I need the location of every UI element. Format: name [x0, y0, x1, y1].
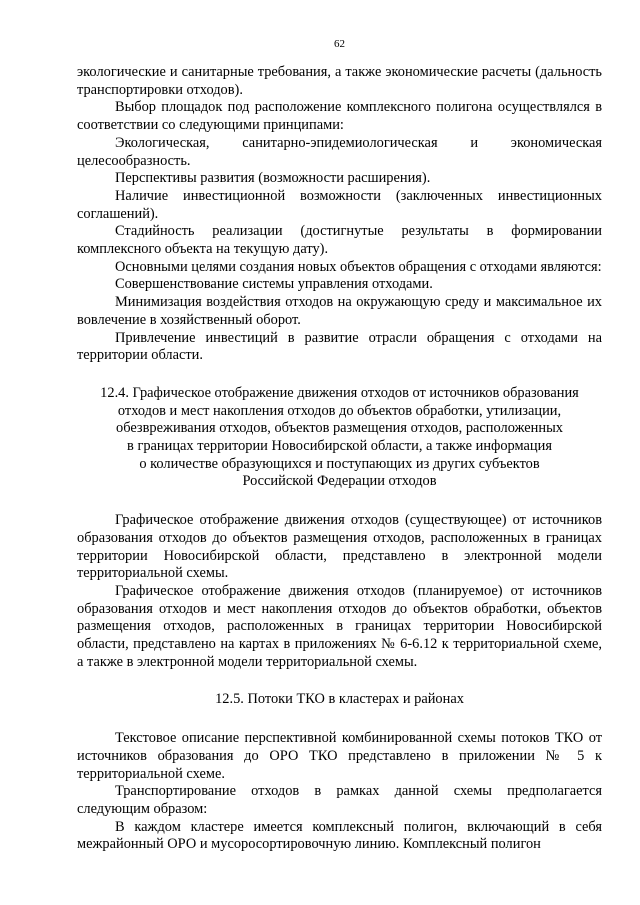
- intro-block: [77, 64, 602, 365]
- heading-line: отходов и мест накопления отходов до объектов обработки, утилизации,: [117, 402, 562, 419]
- page-number: 62: [334, 38, 345, 50]
- heading-line: 12.4. Графическое отображение движения отходов от источников образования: [100, 384, 579, 401]
- heading-line: в границах территории Новосибирской области, а также информация: [127, 438, 552, 455]
- section-12-5-body: [77, 730, 602, 854]
- paragraph: Выбор площадок под расположение комплексного полигона осуществлялся в соответствии со следующими принципами:: [77, 99, 602, 134]
- heading-line: о количестве образующихся и поступающих из других субъектов: [139, 455, 540, 472]
- paragraph: Текстовое описание перспективной комбинированной схемы потоков ТКО от источников образования до ОРО ТКО представлено в приложении № 5 к территориальной схеме.: [77, 730, 602, 782]
- paragraph: Стадийность реализации (достигнутые результаты в формировании комплексного объекта на текущую дату).: [77, 223, 602, 258]
- paragraph: Графическое отображение движения отходов (планируемое) от источников образования отходов и мест накопления отходов до объектов обработки, объектов размещения отходов, расположенных в границах территории Новосибирской области, представлено на картах в приложениях № 6-6.12 к территориальной схеме, а также в электронной модели территориальной схемы.: [77, 582, 602, 670]
- paragraph: Совершенствование системы управления отходами.: [115, 276, 433, 293]
- paragraph: Минимизация воздействия отходов на окружающую среду и максимальное их вовлечение в хозяйственный оборот.: [77, 294, 602, 328]
- paragraph: В каждом кластере имеется комплексный полигон, включающий в себя межрайонный ОРО и мусоросортировочную линию. Комплексный полигон: [77, 818, 602, 853]
- paragraph: Привлечение инвестиций в развитие отрасли обращения с отходами на территории области.: [77, 329, 602, 364]
- section-12-5-heading: 12.5. Потоки ТКО в кластерах и районах: [215, 690, 464, 707]
- paragraph: Транспортирование отходов в рамках данной схемы предполагается следующим образом:: [77, 783, 602, 818]
- paragraph: Наличие инвестиционной возможности (заключенных инвестиционных соглашений).: [77, 187, 602, 222]
- paragraph: Основными целями создания новых объектов обращения с отходами являются:: [115, 258, 602, 275]
- heading-line: Российской Федерации отходов: [242, 473, 437, 490]
- paragraph: Графическое отображение движения отходов (существующее) от источников образования отходов до объектов размещения отходов, расположенных в границах территории Новосибирской области, представлено в электронной модели территориальной схемы.: [77, 512, 602, 582]
- section-12-4-heading: [77, 385, 602, 491]
- heading-line: обезвреживания отходов, объектов размещения отходов, расположенных: [116, 420, 563, 437]
- paragraph: Экологическая, санитарно-эпидемиологическая и экономическая целесообразность.: [77, 134, 602, 169]
- paragraph: Перспективы развития (возможности расширения).: [115, 170, 431, 187]
- paragraph: экологические и санитарные требования, а также экономические расчеты (дальность транспортировки отходов).: [77, 64, 602, 98]
- section-12-4-body: [77, 512, 602, 671]
